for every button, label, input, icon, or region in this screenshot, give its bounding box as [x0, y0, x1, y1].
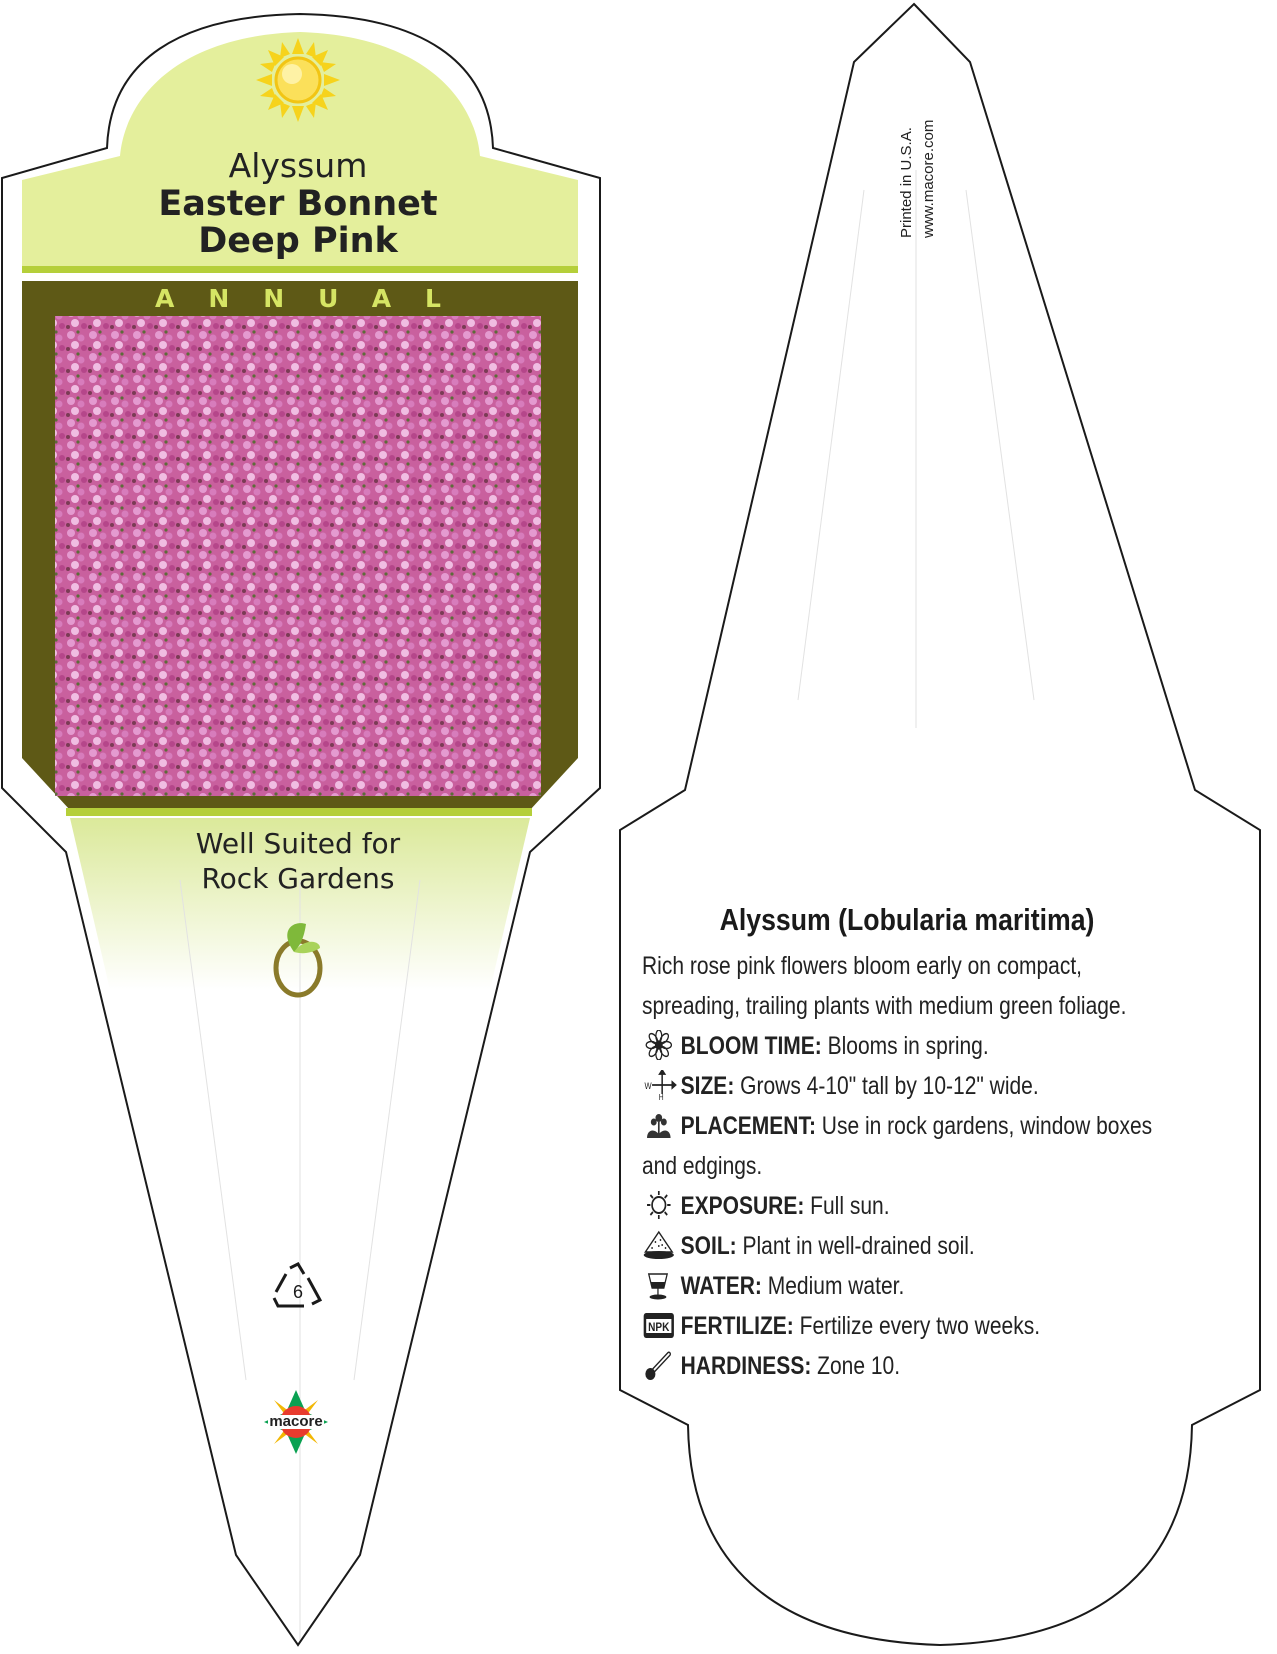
attr-fertilize: [642, 1306, 1172, 1346]
plant-photo: [55, 316, 541, 796]
attr-water: [642, 1266, 1172, 1306]
water-value: Medium water.: [761, 1272, 905, 1300]
fertilize-label: FERTILIZE:: [680, 1312, 794, 1340]
header-rule: [22, 266, 578, 273]
water-label: WATER:: [680, 1272, 762, 1300]
soil-icon: [642, 1230, 681, 1260]
placement-label: PLACEMENT:: [680, 1112, 816, 1140]
back-tag-outline: [620, 4, 1260, 1645]
watering-can-icon: [642, 1270, 681, 1300]
attr-soil: [642, 1226, 1172, 1266]
brand-name: macore: [269, 1413, 323, 1430]
attr-bloom-time: [642, 1026, 1172, 1066]
tagline: [60, 826, 536, 896]
attr-placement: [642, 1106, 1172, 1186]
variety-line-2: Deep Pink: [198, 221, 398, 261]
svg-text:H: H: [658, 1092, 664, 1100]
svg-text:W: W: [644, 1080, 652, 1092]
sun-icon: [642, 1190, 681, 1220]
attr-exposure: [642, 1186, 1172, 1226]
size-value: Grows 4-10" tall by 10-12" wide.: [734, 1072, 1039, 1100]
recycle-number: 6: [292, 1282, 303, 1302]
hardiness-label: HARDINESS:: [680, 1352, 812, 1380]
attr-hardiness: [642, 1346, 1172, 1386]
npk-text: NPK: [648, 1321, 670, 1335]
size-arrows-icon: [642, 1070, 681, 1100]
attr-size: [642, 1066, 1172, 1106]
bloom-value: Blooms in spring.: [821, 1032, 989, 1060]
tagline-line-1: Well Suited for: [195, 827, 401, 860]
plant-description: Rich rose pink flowers bloom early on compact, spreading, trailing plants with medium green foliage.: [642, 952, 1127, 1020]
size-label: SIZE:: [680, 1072, 735, 1100]
plant-genus: Alyssum: [228, 146, 368, 185]
hardiness-value: Zone 10.: [811, 1352, 901, 1380]
print-info: [898, 48, 942, 238]
website: www.macore.com: [920, 119, 937, 238]
plant-variety: [20, 186, 576, 260]
soil-value: Plant in well-drained soil.: [736, 1232, 975, 1260]
care-info: [642, 902, 1172, 1386]
variety-line-1: Easter Bonnet: [158, 184, 438, 224]
placement-icon: [642, 1110, 681, 1140]
npk-icon: [642, 1310, 681, 1340]
plant-heading: Alyssum (Lobularia maritima): [719, 902, 1095, 937]
thermometer-icon: [642, 1350, 681, 1380]
flower-icon: [642, 1030, 681, 1060]
tagline-line-2: Rock Gardens: [201, 862, 395, 895]
soil-label: SOIL:: [680, 1232, 737, 1260]
lower-rule: [66, 808, 532, 816]
printed-in: Printed in U.S.A.: [898, 127, 915, 238]
bloom-label: BLOOM TIME:: [680, 1032, 822, 1060]
placement-value: Use in rock gardens, window boxes and edgings.: [642, 1112, 1153, 1180]
fertilize-value: Fertilize every two weeks.: [793, 1312, 1041, 1340]
exposure-value: Full sun.: [804, 1192, 890, 1220]
sun-header-icon: [256, 38, 340, 122]
plant-category: ANNUAL: [154, 284, 475, 313]
exposure-label: EXPOSURE:: [680, 1192, 805, 1220]
